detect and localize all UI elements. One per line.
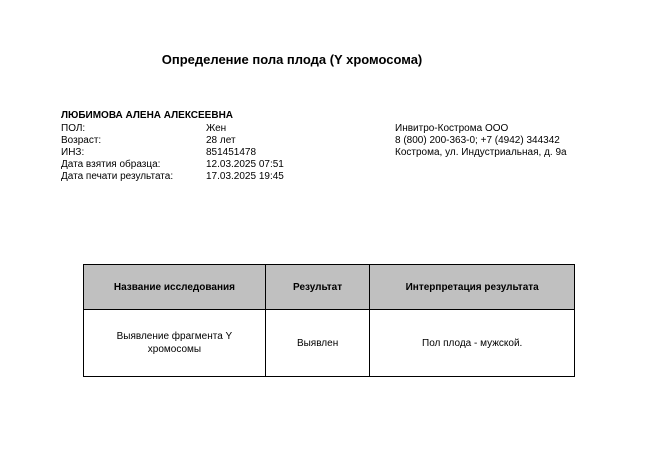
field-label: ИНЗ: [61, 147, 85, 158]
field-label: Дата взятия образца: [61, 159, 161, 170]
lab-info [395, 123, 567, 159]
lab-address: Кострома, ул. Индустриальная, д. 9а [395, 147, 567, 158]
table-row [84, 310, 575, 377]
patient-name: ЛЮБИМОВА АЛЕНА АЛЕКСЕЕВНА [61, 110, 234, 121]
field-value: 28 лет [206, 135, 236, 146]
page-title: Определение пола плода (Y хромосома) [161, 52, 423, 67]
lab-name: Инвитро-Кострома ООО [395, 123, 509, 134]
field-value: Жен [206, 123, 227, 134]
field-label: Возраст: [61, 135, 102, 146]
field-print-date [61, 171, 284, 183]
field-sample-date [61, 159, 284, 171]
field-age [61, 135, 284, 147]
results-table [83, 264, 575, 377]
field-value: 12.03.2025 07:51 [206, 159, 284, 170]
interpretation-cell: Пол плода - мужской. [370, 310, 575, 377]
field-inz [61, 147, 284, 159]
patient-info [61, 123, 284, 183]
field-sex [61, 123, 284, 135]
test-name-cell: Выявление фрагмента Y хромосомы [84, 310, 266, 377]
result-cell: Выявлен [265, 310, 370, 377]
column-header-result: Результат [265, 265, 370, 310]
lab-phones: 8 (800) 200-363-0; +7 (4942) 344342 [395, 135, 560, 146]
field-value: 17.03.2025 19:45 [206, 171, 284, 182]
field-value: 851451478 [206, 147, 257, 158]
field-label: ПОЛ: [61, 123, 86, 134]
field-label: Дата печати результата: [61, 171, 174, 182]
table-header-row [84, 265, 575, 310]
column-header-interpretation: Интерпретация результата [370, 265, 575, 310]
column-header-test: Название исследования [84, 265, 266, 310]
